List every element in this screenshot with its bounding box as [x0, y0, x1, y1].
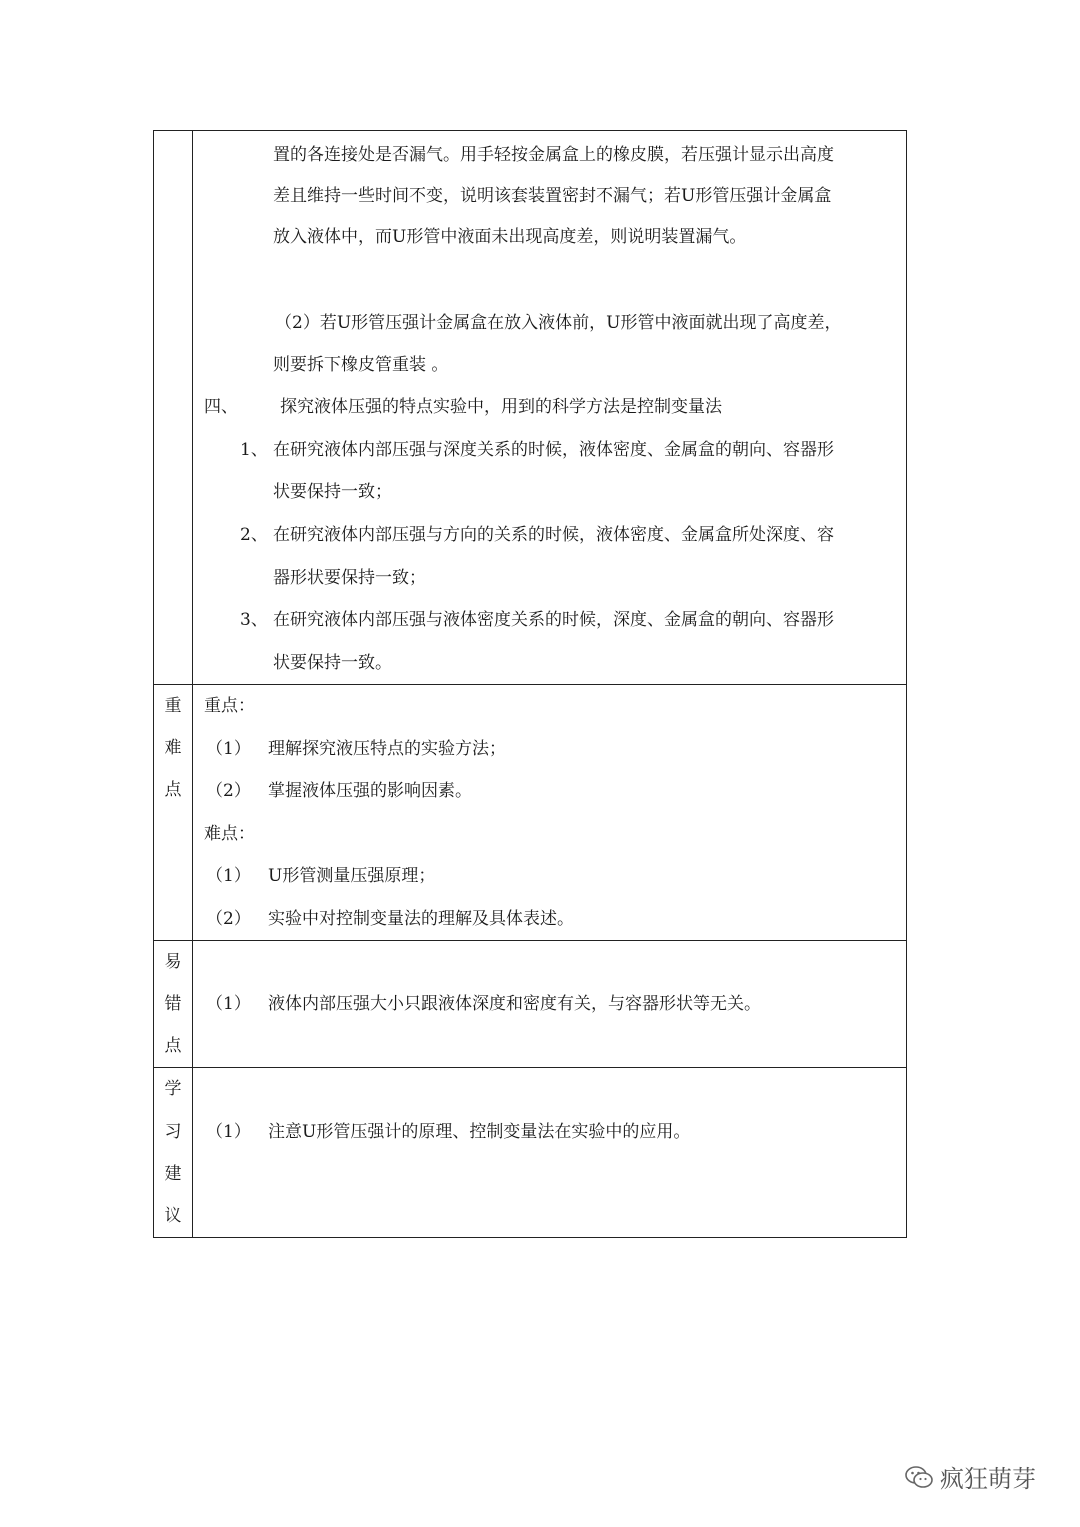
- list-item-text: 掌握液体压强的影响因素。: [268, 781, 472, 801]
- row-label-char: 重: [164, 696, 182, 716]
- row-label-char: 议: [164, 1206, 182, 1226]
- row-label-char: 建: [164, 1164, 182, 1184]
- key-points-title: 重点：: [204, 696, 255, 716]
- list-item-text: 器形状要保持一致；: [273, 568, 426, 588]
- list-item-text: 状要保持一致。: [273, 653, 392, 673]
- row-label-char: 习: [164, 1122, 182, 1142]
- paragraph-line: 则要拆下橡皮管重装 。: [273, 355, 449, 375]
- section-heading: 探究液体压强的特点实验中，用到的科学方法是控制变量法: [280, 397, 722, 417]
- row-label-char: 难: [164, 738, 182, 758]
- list-item-number: 2、: [240, 525, 268, 545]
- list-item-text: 注意U形管压强计的原理、控制变量法在实验中的应用。: [268, 1122, 691, 1142]
- section-heading-number: 四、: [204, 397, 238, 417]
- list-item-text: U形管测量压强原理；: [268, 866, 436, 886]
- row-label-char: 错: [164, 994, 182, 1014]
- list-item-text: 在研究液体内部压强与方向的关系的时候，液体密度、金属盒所处深度、容: [273, 525, 834, 545]
- list-item-text: 理解探究液压特点的实验方法；: [268, 739, 506, 759]
- list-item-text: 状要保持一致；: [273, 482, 392, 502]
- paragraph-line: 放入液体中，而U形管中液面未出现高度差，则说明装置漏气。: [273, 227, 747, 247]
- paragraph-line: 差且维持一些时间不变，说明该套装置密封不漏气；若U形管压强计金属盒: [273, 186, 832, 206]
- list-item-number: 1、: [240, 440, 268, 460]
- list-item-number: （2）: [206, 909, 251, 929]
- list-item-text: 液体内部压强大小只跟液体深度和密度有关，与容器形状等无关。: [268, 994, 761, 1014]
- list-item-number: （1）: [206, 1122, 251, 1142]
- row-divider: [154, 1067, 906, 1068]
- wechat-icon: [904, 1464, 934, 1490]
- lesson-table: [153, 130, 907, 1238]
- list-item-number: （1）: [206, 866, 251, 886]
- paragraph-line: 置的各连接处是否漏气。用手轻按金属盒上的橡皮膜，若压强计显示出高度: [273, 145, 834, 165]
- list-item-number: （1）: [206, 739, 251, 759]
- row-divider: [154, 940, 906, 941]
- list-item-number: 3、: [240, 610, 268, 630]
- row-divider: [154, 684, 906, 685]
- row-label-char: 学: [164, 1079, 182, 1099]
- watermark-text: 疯狂萌芽: [940, 1465, 1036, 1493]
- row-label-char: 点: [164, 780, 182, 800]
- list-item-text: 在研究液体内部压强与液体密度关系的时候，深度、金属盒的朝向、容器形: [273, 610, 834, 630]
- list-item-text: 实验中对控制变量法的理解及具体表述。: [268, 909, 574, 929]
- difficult-points-title: 难点：: [204, 824, 255, 844]
- list-item-number: （2）: [206, 781, 251, 801]
- paragraph-line: （2）若U形管压强计金属盒在放入液体前，U形管中液面就出现了高度差，: [275, 313, 842, 333]
- list-item-text: 在研究液体内部压强与深度关系的时候，液体密度、金属盒的朝向、容器形: [273, 440, 834, 460]
- row-label-char: 易: [164, 952, 182, 972]
- row-label-char: 点: [164, 1036, 182, 1056]
- watermark: [904, 1459, 1036, 1494]
- list-item-number: （1）: [206, 994, 251, 1014]
